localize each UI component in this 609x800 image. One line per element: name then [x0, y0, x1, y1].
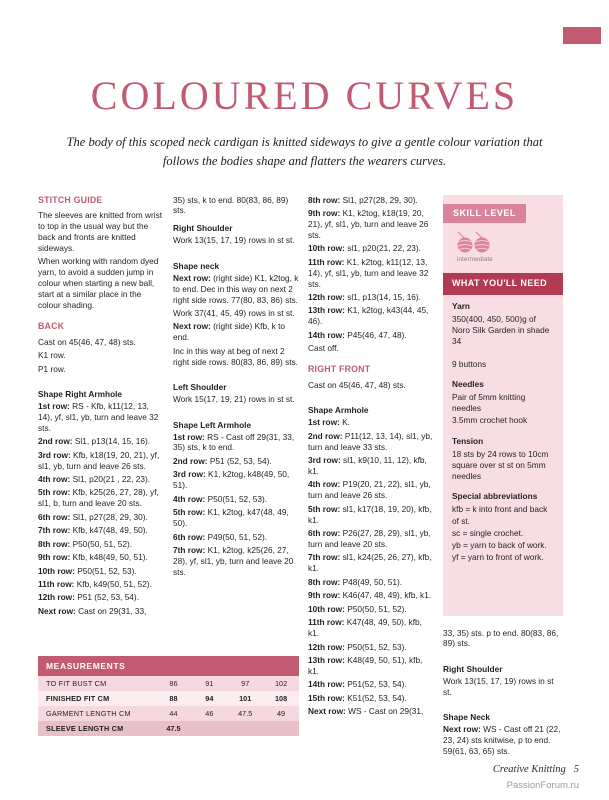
- pattern-row: 8th row: Sl1, p27(28, 29, 30).: [308, 194, 418, 205]
- pattern-row-label: 9th row:: [38, 552, 73, 563]
- pattern-row: Next row: (right side) Kfb, k to end.: [173, 321, 286, 343]
- pattern-continuation: [443, 628, 563, 757]
- subsection-heading: Shape neck: [173, 260, 220, 271]
- pattern-row: Next row: WS - Cast on 29(31,: [308, 706, 424, 717]
- measurements-row: [38, 721, 299, 736]
- pattern-row: 10th row: P50(50, 51, 52).: [308, 603, 407, 614]
- page-subtitle: The body of this scoped neck cardigan is knitted sideways to give a gentle colour variation that follows the bodies shape and flatters the wearers curves.: [66, 135, 543, 168]
- subsection-heading: Shape Left Armhole: [173, 419, 252, 430]
- pattern-row: 4th row: P19(20, 21, 22), sl1, yb, turn and leave 26 sts.: [308, 479, 431, 501]
- pattern-text: P1 row.: [38, 363, 66, 374]
- pattern-row: 11th row: Kfb, k49(50, 51, 52).: [38, 579, 152, 590]
- pattern-text: Cast on 45(46, 47, 48) sts.: [38, 336, 136, 347]
- sidebar-section-line: yf = yarn to front of work.: [452, 552, 544, 563]
- page-header: [0, 0, 609, 171]
- measurement-value: 86: [169, 679, 178, 688]
- pattern-row-label: 14th row:: [308, 679, 348, 690]
- pattern-row-label: 6th row:: [173, 531, 208, 542]
- subsection-heading: Right Shoulder: [443, 663, 503, 674]
- measurements-row: [38, 706, 299, 721]
- text-column-2: [173, 195, 299, 581]
- corner-mark: [563, 27, 601, 44]
- pattern-text: Work 13(15, 17, 19) rows in st st.: [443, 675, 554, 697]
- pattern-row-label: 11th row:: [308, 256, 347, 267]
- page-title: COLOURED CURVES: [90, 73, 519, 118]
- pattern-row-label: 9th row:: [308, 590, 343, 601]
- pattern-row-label: 8th row:: [38, 538, 73, 549]
- pattern-row-label: 12th row:: [38, 592, 78, 603]
- pattern-row: 8th row: P50(50, 51, 52).: [38, 538, 133, 549]
- measurement-value: 101: [239, 694, 252, 703]
- pattern-text: K1 row.: [38, 350, 66, 361]
- pattern-row-label: 9th row:: [308, 207, 343, 218]
- pattern-row: 10th row: sl1, p20(21, 22, 23).: [308, 243, 421, 254]
- pattern-row-label: 1st row:: [308, 417, 343, 428]
- pattern-row-label: 7th row:: [173, 544, 208, 555]
- pattern-row: 11th row: K47(48, 49, 50), kfb, k1.: [308, 617, 422, 639]
- text-column-3: [308, 195, 434, 720]
- magazine-name: Creative Knitting: [492, 764, 566, 775]
- pattern-row: 4th row: Sl1, p20(21 , 22, 23).: [38, 474, 151, 485]
- section-heading: BACK: [38, 321, 65, 332]
- pattern-row: 15th row: K51(52, 53, 54).: [308, 692, 407, 703]
- pattern-text: When working with random dyed yarn, to avoid a sudden jump in colour when starting a new ball, start at a similar place in the colour shading.: [38, 256, 159, 311]
- pattern-row-label: 13th row:: [308, 305, 348, 316]
- pattern-row: 11th row: K1, k2tog, k11(12, 13, 14), yf, sl1, yb, turn and leave 32 sts.: [308, 256, 429, 289]
- pattern-row: 3rd row: sl1, k9(10, 11, 12), kfb, k1.: [308, 454, 427, 476]
- measurement-value: 47.5: [166, 724, 181, 733]
- sidebar-section-line: 350(400, 450, 500)g of Noro Silk Garden in shade 34: [452, 314, 550, 347]
- measurements-rows: [38, 676, 299, 736]
- watermark: PassionForum.ru: [506, 780, 579, 791]
- pattern-row-label: Next row:: [173, 321, 214, 332]
- measurements-table: [38, 656, 299, 736]
- sidebar-section-line: 9 buttons: [452, 358, 487, 369]
- skill-level-label: intermediate: [457, 256, 493, 264]
- pattern-row-label: 1st row:: [38, 400, 73, 411]
- spacer: [308, 393, 434, 398]
- sidebar-section-line: Pair of 5mm knitting needles: [452, 391, 526, 414]
- pattern-row-label: 2nd row:: [308, 430, 345, 441]
- section-heading: STITCH GUIDE: [38, 194, 103, 205]
- sidebar-column: [443, 195, 563, 760]
- pattern-row-label: 5th row:: [308, 503, 343, 514]
- pattern-row: 12th row: P50(51, 52, 53).: [308, 641, 407, 652]
- spacer: [173, 408, 299, 413]
- pattern-row-label: 8th row:: [308, 576, 343, 587]
- pattern-row: 14th row: P45(46, 47, 48).: [308, 329, 407, 340]
- pattern-row: 9th row: K1, k2tog, k18(19, 20, 21), yf, sl1, yb, turn and leave 26 sts.: [308, 207, 429, 240]
- pattern-row-label: 14th row:: [308, 329, 348, 340]
- measurement-label: FINISHED FIT CM: [46, 694, 110, 703]
- pattern-row-label: 4th row:: [308, 479, 343, 490]
- pattern-row-label: 5th row:: [38, 487, 73, 498]
- pattern-row-label: 12th row:: [308, 292, 348, 302]
- pattern-row: 7th row: sl1, k24(25, 26, 27), kfb, k1.: [308, 552, 432, 574]
- skill-level-header: SKILL LEVEL: [443, 204, 526, 224]
- pattern-row: 4th row: P50(51, 52, 53).: [173, 493, 268, 504]
- pattern-text: Work 15(17, 19, 21) rows in st st.: [173, 394, 295, 405]
- subsection-heading: Shape Right Armhole: [38, 388, 123, 399]
- pattern-row: Next row: Cast on 29(31, 33,: [38, 605, 147, 616]
- pattern-row: Next row: (right side) K1, k2tog, k to end. Dec in this way on next 2 right side rows. 77(80, 83, 86) sts.: [173, 272, 299, 305]
- subsection-heading: Left Shoulder: [173, 382, 227, 393]
- pattern-row-label: 10th row:: [308, 243, 348, 254]
- sidebar-section-line: kfb = k into front and back of st.: [452, 504, 548, 526]
- pattern-row: 5th row: K1, k2tog, k47(48, 49, 50).: [173, 507, 289, 529]
- pattern-row: 13th row: K1, k2tog, k43(44, 45, 46).: [308, 305, 429, 327]
- sidebar-section-line: 3.5mm crochet hook: [452, 415, 528, 426]
- pattern-row: 2nd row: P11(12, 13, 14), sl1, yb, turn and leave 33 sts.: [308, 430, 433, 452]
- page-number: 5: [573, 764, 579, 775]
- pattern-row-label: 10th row:: [308, 603, 348, 614]
- measurement-value: 102: [274, 679, 288, 688]
- text-column-1: [38, 195, 164, 620]
- pattern-row-label: 15th row:: [308, 692, 348, 703]
- pattern-row: 6th row: P49(50, 51, 52).: [173, 531, 268, 542]
- sidebar-section-line: [452, 349, 554, 358]
- yarn-balls-icon: [443, 223, 563, 254]
- pattern-row-label: 3rd row:: [173, 469, 209, 480]
- pattern-row: 5th row: sl1, k17(18, 19, 20), kfb, k1.: [308, 503, 432, 525]
- pattern-row: 7th row: K1, k2tog, k25(26, 27, 28), yf, sl1, yb, turn and leave 20 sts.: [173, 544, 294, 577]
- pattern-row-label: 8th row:: [308, 194, 343, 205]
- pattern-text: Work 37(41, 45, 49) rows in st st.: [173, 308, 295, 318]
- pattern-row-label: 4th row:: [173, 493, 208, 504]
- measurement-value: 46: [205, 709, 214, 718]
- pattern-row: 14th row: P51(52, 53, 54).: [308, 679, 407, 690]
- measurement-value: 91: [205, 679, 214, 688]
- spacer: [38, 377, 164, 382]
- pattern-row-label: 7th row:: [38, 525, 73, 536]
- sidebar-section-line: sc = single crochet.: [452, 527, 524, 538]
- measurement-value: 94: [205, 694, 214, 703]
- measurement-value: 97: [241, 679, 250, 688]
- pattern-row: Next row: WS - Cast off 21 (22, 23, 24) sts knitwise, p to end. 59(61, 63, 65) sts.: [443, 724, 561, 756]
- spacer: [443, 700, 563, 705]
- pattern-row: 9th row: Kfb, k48(49, 50, 51).: [38, 552, 148, 563]
- pattern-text: 33, 35) sts. p to end. 80(83, 86, 89) sts.: [443, 627, 559, 649]
- pattern-row: 5th row: Kfb, k25(26, 27, 28), yf, sl1, b, turn and leave 20 sts.: [38, 487, 159, 509]
- pattern-row: 3rd row: K1, k2tog, k48(49, 50, 51).: [173, 469, 290, 491]
- measurement-label: GARMENT LENGTH CM: [46, 709, 131, 718]
- pattern-row: 1st row: RS - Cast off 29(31, 33, 35) sts, k to end.: [173, 431, 295, 453]
- subsection-heading: Right Shoulder: [173, 223, 233, 234]
- pattern-row-label: Next row:: [443, 724, 484, 735]
- sidebar-section-title: Tension: [452, 435, 484, 446]
- measurement-value: 47.5: [238, 709, 253, 718]
- pattern-row: 1st row: K.: [308, 417, 350, 428]
- spacer: [173, 370, 299, 375]
- measurements-header: MEASUREMENTS: [38, 656, 299, 676]
- pattern-row: 2nd row: Sl1, p13(14, 15, 16).: [38, 436, 151, 447]
- pattern-row-label: 6th row:: [38, 511, 73, 522]
- pattern-row: 3rd row: Kfb, k18(19, 20, 21), yf, sl1, yb, turn and leave 26 sts.: [38, 449, 160, 471]
- pattern-row-label: 4th row:: [38, 474, 73, 485]
- pattern-text: Inc in this way at beg of next 2 right side rows. 80(83, 86, 89) sts.: [173, 345, 298, 367]
- pattern-text: 35) sts, k to end. 80(83, 86, 89) sts.: [173, 194, 289, 216]
- what-youll-need-header: WHAT YOU'LL NEED: [443, 273, 563, 295]
- pattern-row: 13th row: K48(49, 50, 51), kfb, k1.: [308, 654, 423, 676]
- pattern-text: The sleeves are knitted from wrist to top in the usual way but the back and fronts are knitted sideways.: [38, 210, 163, 253]
- pattern-row: 9th row: K46(47, 48, 49), kfb, k1.: [308, 590, 432, 601]
- pattern-text: Work 13(15, 17, 19) rows in st st.: [173, 235, 295, 246]
- pattern-text: Cast on 45(46, 47, 48) sts.: [308, 379, 406, 390]
- pattern-row: 7th row: Kfb, k47(48, 49, 50).: [38, 525, 148, 536]
- pattern-row-label: 3rd row:: [308, 454, 344, 465]
- pattern-row-label: 11th row:: [38, 579, 77, 590]
- pattern-row-label: 7th row:: [308, 552, 343, 563]
- pattern-row: 2nd row: P51 (52, 53, 54).: [173, 455, 272, 466]
- sidebar-section-line: 18 sts by 24 rows to 10cm square over st st on 5mm needles: [452, 448, 549, 482]
- pattern-row: 10th row: P50(51, 52, 53).: [38, 565, 137, 576]
- sidebar-body: [443, 301, 563, 564]
- sidebar-section-title: Needles: [452, 378, 484, 389]
- sidebar-section-title: Special abbreviations: [452, 491, 538, 502]
- pattern-row: 6th row: Sl1, p27(28, 29, 30).: [38, 511, 148, 522]
- sidebar-section-line: yb = yarn to back of work.: [452, 540, 547, 551]
- pattern-row-label: 10th row:: [38, 565, 78, 576]
- pattern-row-label: Next row:: [173, 272, 214, 283]
- spacer: [443, 652, 563, 657]
- pattern-row-label: 5th row:: [173, 507, 208, 518]
- measurements-row: [38, 691, 299, 706]
- pattern-row: 1st row: RS - Kfb, k11(12, 13, 14), yf, sl1, yb, turn and leave 32 sts.: [38, 400, 159, 433]
- pattern-row: 8th row: P48(49, 50, 51).: [308, 576, 403, 587]
- measurement-label: TO FIT BUST CM: [46, 679, 107, 688]
- pattern-row-label: 6th row:: [308, 528, 343, 539]
- pattern-row: 12th row: P51 (52, 53, 54).: [38, 592, 139, 603]
- measurement-value: 88: [169, 694, 178, 703]
- measurement-value: 49: [277, 709, 286, 718]
- pattern-text: Cast off.: [308, 343, 339, 354]
- sidebar-section-title: Yarn: [452, 300, 470, 311]
- subsection-heading: Shape Neck: [443, 712, 491, 723]
- pattern-row-label: Next row:: [308, 706, 349, 717]
- pattern-row-label: 13th row:: [308, 654, 348, 665]
- pattern-row-label: 12th row:: [308, 641, 348, 652]
- pattern-row-label: 1st row:: [173, 431, 208, 442]
- measurement-value: 44: [169, 709, 178, 718]
- pattern-row: 12th row: sl1, p13(14, 15, 16).: [308, 292, 421, 302]
- pattern-row-label: Next row:: [38, 605, 79, 616]
- pattern-row: 6th row: P26(27, 28, 29), sl1, yb, turn and leave 20 sts.: [308, 528, 431, 550]
- section-heading: RIGHT FRONT: [308, 364, 371, 375]
- measurement-label: SLEEVE LENGTH CM: [46, 724, 124, 733]
- page-footer: [493, 764, 579, 775]
- measurement-value: 108: [274, 694, 288, 703]
- sidebar: [443, 195, 563, 616]
- spacer: [173, 249, 299, 254]
- pattern-row-label: 2nd row:: [38, 436, 75, 447]
- pattern-row-label: 11th row:: [308, 617, 347, 628]
- subsection-heading: Shape Armhole: [308, 405, 369, 416]
- pattern-row-label: 3rd row:: [38, 449, 74, 460]
- pattern-row-label: 2nd row:: [173, 455, 210, 466]
- measurements-row: [38, 676, 299, 691]
